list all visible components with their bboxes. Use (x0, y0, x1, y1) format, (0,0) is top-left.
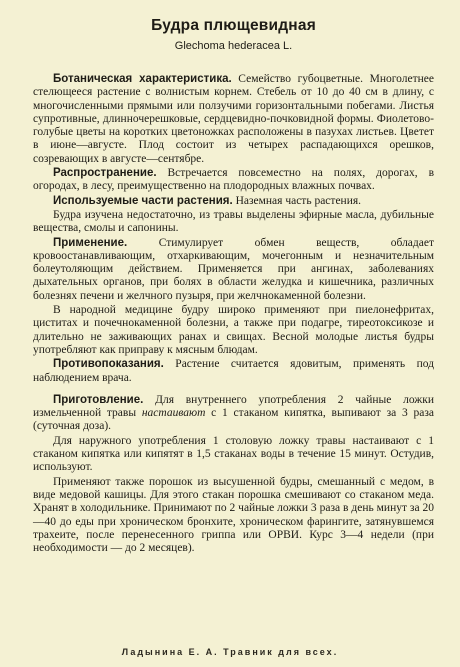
distribution-heading: Распространение. (53, 167, 157, 180)
latin-name: Glechoma hederacea L. (174, 40, 293, 52)
contraindications-paragraph (33, 358, 434, 385)
book-footer: Ладынина Е. А. Травник для всех. (121, 647, 339, 657)
preparation-text-end: с 1 стаканом кипятка, выпивают за 3 раза (суточная доза). (33, 407, 434, 433)
used-parts-text: Наземная часть растения. (235, 194, 362, 207)
distribution-paragraph (33, 167, 434, 194)
botanical-text: Семейство губоцветные. Многолетнее стелющееся растение с волнистым корнем. Стебель от 10 до 40 см в длину, с многочисленными прямыми или ползучими горизонтальными побегами. Листья супротивные, длинночерешковые, сердцевидно-почковидной формы. Фиолетово-голубые цветы на коротких цветоножках расположены в пазухах листьев. Цветет в июне—августе. Плод состоит из четырех распадающихся орешков, созревающих в августе—сентябре. (33, 73, 434, 165)
application-paragraph (33, 237, 434, 303)
used-parts-heading: Используемые части растения. (53, 194, 233, 207)
folk-medicine-paragraph (33, 304, 434, 357)
preparation-text-italic: настаивают (141, 407, 206, 420)
page-title: Будра плющевидная (151, 17, 316, 34)
composition-paragraph (33, 209, 434, 236)
contraindications-text: Растение считается ядовитым, применять под наблюдением врача. (33, 358, 434, 384)
contraindications-heading: Противопоказания. (53, 358, 164, 371)
used-parts-paragraph (33, 195, 434, 208)
folk-medicine-text: В народной медицине будру широко применяют при пиелонефритах, циститах и почечнокаменной болезни, а также при подагре, тиреотоксикозе и длительно не заживающих ранах и свищах. Весной молодые листья будры употребляют как приправу к мясным блюдам. (33, 304, 434, 356)
external-use-paragraph: Для наружного употребления 1 столовую ложку травы настаивают с 1 стаканом кипятка или кипятят в 1,5 стаканах воды в течение 15 минут. Остудив, используют. (33, 434, 434, 474)
preparation-text-start: Для внутреннего употребления 2 чайные ложки измельченной травы (33, 393, 434, 420)
preparation-heading: Приготовление. (53, 393, 144, 406)
composition-text: Будра изучена недостаточно, из травы выделены эфирные масла, дубильные вещества, смолы и сапонины. (33, 208, 434, 235)
distribution-text: Встречается повсеместно на полях, дорогах, в огородах, в лесу, преимущественно на плодородных влажных почвах. (33, 167, 434, 193)
botanical-paragraph (33, 73, 434, 166)
application-text: Стимулирует обмен веществ, обладает кровоостанавливающим, отхаркивающим, мочегонным и незначительным болеутоляющим действием. Применяется при ангинах, заболеваниях дыхательных органов, при болях в области желудка и кишечника, различных болезнях печени и желчного пузыря, при желчнокаменной болезни. (33, 236, 434, 302)
botanical-heading: Ботаническая характеристика. (53, 73, 232, 85)
preparation-paragraph (33, 394, 434, 434)
application-heading: Применение. (53, 236, 128, 249)
honey-paste-paragraph: Применяют также порошок из высушенной будры, смешанный с медом, в виде медовой кашицы. Для этого стакан порошка смешивают со стаканом меда. Хранят в холодильнике. Принимают по 2 чайные ложки 3 раза в день минут за 20—40 до еды при хроническом бронхите, хроническом фарингите, затянувшемся трахеите, после перенесенного гриппа или ОРВИ. Курс 3—4 недели (при необходимости — до 2 месяцев). (33, 475, 434, 555)
